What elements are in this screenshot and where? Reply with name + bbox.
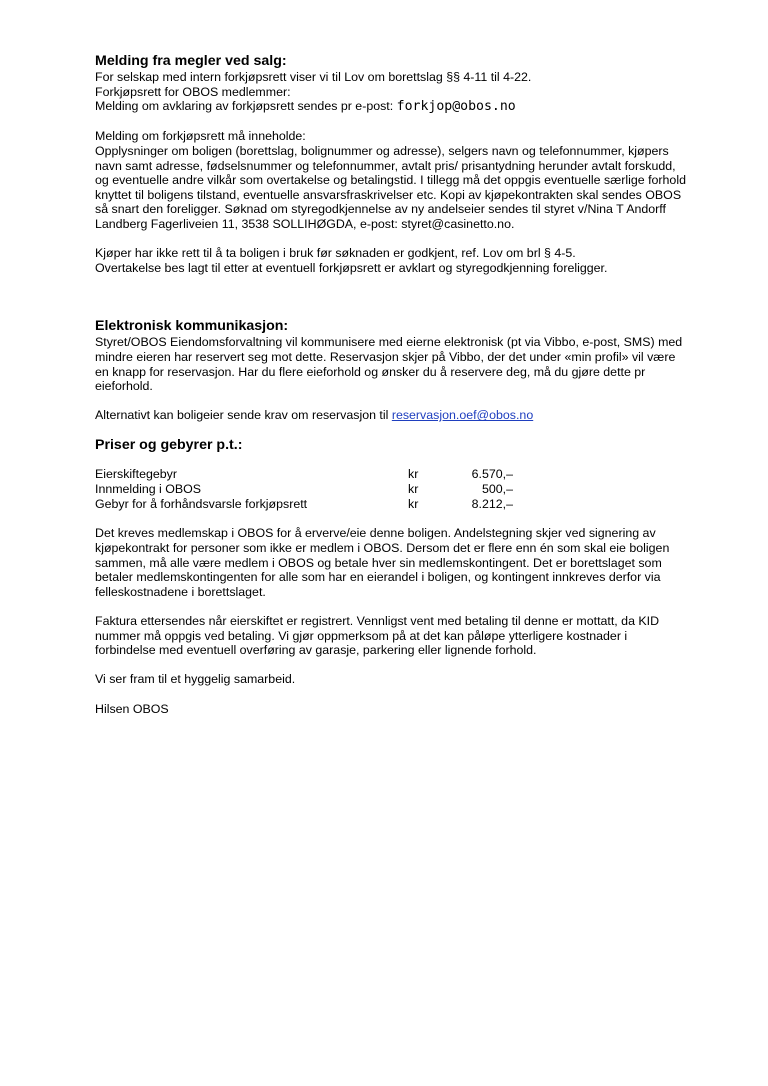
fee-currency: kr — [408, 496, 419, 511]
fee-amount: 8.212,– — [471, 496, 513, 511]
text-line: Kjøper har ikke rett til å ta boligen i bruk før søknaden er godkjent, ref. Lov om brl § 4-5. — [95, 246, 576, 261]
reservation-email-link[interactable]: reservasjon.oef@obos.no — [391, 408, 534, 423]
text-line: sammen, må alle være medlem i OBOS og betale hver sin medlemskontingent. Det er borettslaget som — [95, 555, 662, 570]
fee-row — [95, 482, 725, 497]
text-line: For selskap med intern forkjøpsrett viser vi til Lov om borettslag §§ 4-11 til 4-22. — [95, 70, 532, 84]
membership-paragraph — [95, 526, 725, 599]
text-line: Styret/OBOS Eiendomsforvaltning vil kommunisere med eierne elektronisk (pt via Vibbo, e-post, SMS) med — [95, 335, 683, 350]
fees-table — [95, 467, 725, 512]
text-line: felleskostnadene i borettslaget. — [95, 584, 266, 599]
fee-amount: 500,– — [481, 481, 513, 496]
text-line: så snart den foreligger. Søknad om styregodkjennelse av ny andelseier sendes til styret v/Nina T Andorff — [95, 202, 666, 217]
signature: Hilsen OBOS — [95, 701, 169, 716]
text-line: Forkjøpsrett for OBOS medlemmer: — [95, 84, 291, 99]
email-line-prefix: Melding om avklaring av forkjøpsrett sendes pr e-post: — [95, 99, 397, 114]
invoice-paragraph — [95, 614, 725, 658]
text-line: og eventuelle andre vilkår som overtakelse og betalingstid. I tillegg må det oppgis eventuelle særlige forhold — [95, 173, 686, 188]
text-line: Overtakelse bes lagt til etter at eventuell forkjøpsrett er avklart og styregodkjenning foreligger. — [95, 260, 608, 275]
fees-section — [95, 437, 725, 512]
text-line: Faktura ettersendes når eierskiftet er registrert. Vennligst vent med betaling til denne er mottatt, da KID — [95, 614, 660, 629]
text-line: Opplysninger om boligen (borettslag, bolignummer og adresse), selgers navn og telefonnummer, kjøpers — [95, 143, 669, 158]
forkjop-email[interactable]: forkjop@obos.no — [396, 99, 516, 115]
text-line: kjøpekontrakt for personer som ikke er medlem i OBOS. Dersom det er flere enn én som skal eie boligen — [95, 541, 670, 556]
text-line: knyttet til boligens tilstand, eventuelle ansvarsfraskrivelser etc. Kopi av kjøpekontrakten skal sendes OBOS — [95, 187, 682, 202]
text-line: navn samt adresse, fødselsnummer og telefonnummer, avtalt pris/ prisantydning herunder avtalt forskudd, — [95, 158, 676, 173]
text-line: en knapp for reservasjon. Har du flere eieforhold og ønsker du å reservere deg, må du gjøre dette pr — [95, 364, 646, 379]
fee-label: Innmelding i OBOS — [95, 481, 202, 496]
reservation-line — [95, 408, 725, 423]
document-page — [95, 53, 725, 716]
fees-heading: Priser og gebyrer p.t.: — [95, 436, 243, 453]
text-line: mindre eieren har reservert seg mot dette. Reservasjon skjer på Vibbo, der det under «min profil» vil være — [95, 349, 676, 364]
electronic-communication-section — [95, 318, 725, 423]
fee-currency: kr — [408, 466, 419, 481]
text-line: eieforhold. — [95, 379, 153, 394]
reservation-prefix: Alternativt kan boligeier sende krav om reservasjon til — [95, 408, 392, 423]
text-line: forbindelse med eventuell overføring av garasje, parkering eller lignende forhold. — [95, 643, 537, 658]
sales-notice-section — [95, 53, 725, 275]
text-line: betaler medlemskontingenten for alle som har en eierandel i boligen, og kontingent innkreves derfor via — [95, 570, 661, 585]
text-line: Det kreves medlemskap i OBOS for å erverve/eie denne boligen. Andelstegning skjer ved signering av — [95, 526, 656, 541]
content-intro: Melding om forkjøpsrett må inneholde: — [95, 129, 306, 144]
fee-row — [95, 497, 725, 512]
email-line — [95, 99, 725, 115]
fee-label: Gebyr for å forhåndsvarsle forkjøpsrett — [95, 496, 308, 511]
fee-label: Eierskiftegebyr — [95, 466, 177, 481]
fee-currency: kr — [408, 481, 419, 496]
fee-amount: 6.570,– — [471, 466, 513, 481]
fee-row — [95, 467, 725, 482]
sales-notice-heading: Melding fra megler ved salg: — [95, 53, 287, 69]
electronic-heading: Elektronisk kommunikasjon: — [95, 318, 289, 335]
text-line: Landberg Fagerliveien 11, 3538 SOLLIHØGDA, e-post: styret@casinetto.no. — [95, 216, 515, 231]
text-line: nummer må oppgis ved betaling. Vi gjør oppmerksom på at det kan påløpe ytterligere kostnader i — [95, 628, 628, 643]
closing-text: Vi ser fram til et hyggelig samarbeid. — [95, 672, 296, 687]
